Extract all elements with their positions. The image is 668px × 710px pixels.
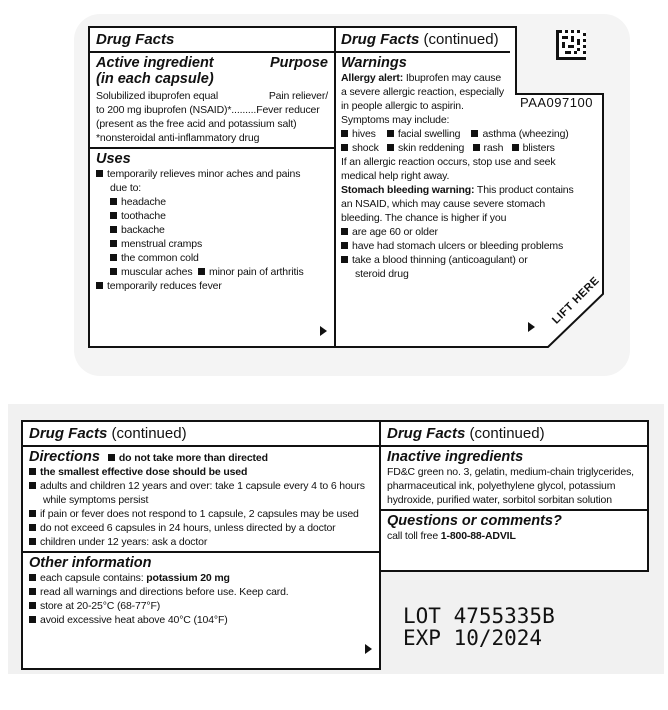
uses-item: backache [96, 223, 328, 237]
product-code: PAA097100 [520, 95, 593, 110]
uses-intro: temporarily relieves minor aches and pains [96, 167, 328, 181]
stomach-item: are age 60 or older [341, 225, 599, 239]
call-line: call toll free 1-800-88-ADVIL [387, 530, 516, 542]
directions-item: do not exceed 6 capsules in 24 hours, unless directed by a doctor [29, 521, 373, 535]
continue-arrow-icon [528, 322, 535, 332]
allergy-line: a severe allergic reaction, especially [341, 86, 504, 98]
directions-item-cont: while symptoms persist [43, 494, 149, 506]
active-ingredient-subheading: (in each capsule) [96, 71, 214, 87]
uses-item: menstrual cramps [96, 237, 328, 251]
uses-item: the common cold [96, 251, 328, 265]
datamatrix-code-icon [556, 30, 586, 60]
other-item: each capsule contains: potassium 20 mg [29, 571, 373, 585]
continue-arrow-icon [320, 326, 327, 336]
lift-here-tab[interactable]: LIFT HERE [550, 274, 602, 327]
uses-due: due to: [110, 182, 142, 194]
other-item: read all warnings and directions before use. Keep card. [29, 585, 373, 599]
stomach-line: an NSAID, which may cause severe stomach [341, 198, 546, 210]
directions-item: adults and children 12 years and over: take 1 capsule every 4 to 6 hours [29, 479, 373, 493]
allergy-line: in people allergic to aspirin. [341, 100, 464, 112]
panel-header: Drug Facts (continued) [29, 425, 187, 442]
stomach-item-cont: steroid drug [355, 268, 409, 280]
drug-facts-panel-main [88, 26, 336, 348]
warnings-heading: Warnings [341, 55, 407, 71]
questions-heading: Questions or comments? [387, 513, 562, 529]
other-information-heading: Other information [29, 555, 152, 571]
uses-fever: temporarily reduces fever [96, 279, 328, 293]
continue-arrow-icon [365, 644, 372, 654]
inactive-line: hydroxide, purified water, sorbitol sorbitan solution [387, 494, 612, 506]
other-item: avoid excessive heat above 40°C (104°F) [29, 613, 373, 627]
expiration-date: EXP 10/2024 [403, 626, 543, 650]
drug-facts-panel-directions [21, 420, 381, 670]
stomach-line: bleeding. The chance is higher if you [341, 212, 507, 224]
purpose-heading: Purpose [269, 55, 328, 71]
other-item: store at 20-25°C (68-77°F) [29, 599, 373, 613]
active-line: Solubilized ibuprofen equal Pain reliever/ [96, 90, 328, 102]
inactive-line: pharmaceutical ink, polyethylene glycol, potassium [387, 480, 616, 492]
uses-item: headache [96, 195, 328, 209]
directions-item: if pain or fever does not respond to 1 capsule, 2 capsules may be used [29, 507, 373, 521]
allergy-line: Symptoms may include: [341, 114, 450, 126]
allergy-action: If an allergic reaction occurs, stop use and seek [341, 156, 556, 168]
stomach-line: Stomach bleeding warning: This product contains [341, 184, 574, 196]
active-line: (present as the free acid and potassium salt) [96, 118, 297, 130]
inactive-ingredients-heading: Inactive ingredients [387, 449, 524, 465]
symptoms-row: hives facial swelling asthma (wheezing) [341, 127, 599, 141]
allergy-action: medical help right away. [341, 170, 450, 182]
symptoms-row: shock skin reddening rash blisters [341, 141, 599, 155]
drug-facts-panel-inactive [379, 420, 649, 572]
allergy-line: Allergy alert: Ibuprofen may cause [341, 72, 502, 84]
inactive-line: FD&C green no. 3, gelatin, medium-chain triglycerides, [387, 466, 634, 478]
panel-header: Drug Facts (continued) [387, 425, 545, 442]
uses-item: muscular aches minor pain of arthritis [96, 265, 328, 279]
phone-number[interactable]: 1-800-88-ADVIL [440, 530, 516, 542]
panel-header: Drug Facts (continued) [341, 31, 499, 48]
directions-title-row: Directions do not take more than directed [29, 449, 268, 465]
active-line: *nonsteroidal anti-inflammatory drug [96, 132, 260, 144]
active-line: to 200 mg ibuprofen (NSAID)*.........Fever reducer [96, 104, 320, 116]
uses-item: toothache [96, 209, 328, 223]
active-ingredient-heading: Active ingredient [96, 55, 214, 71]
lot-number: LOT 4755335B [403, 604, 555, 628]
panel-header: Drug Facts [96, 31, 175, 48]
stomach-item: take a blood thinning (anticoagulant) or [341, 253, 599, 267]
uses-heading: Uses [96, 151, 131, 167]
directions-item: children under 12 years: ask a doctor [29, 535, 373, 549]
directions-item: the smallest effective dose should be used [29, 465, 373, 479]
stomach-item: have had stomach ulcers or bleeding problems [341, 239, 599, 253]
drug-facts-panel-warnings [334, 26, 604, 348]
